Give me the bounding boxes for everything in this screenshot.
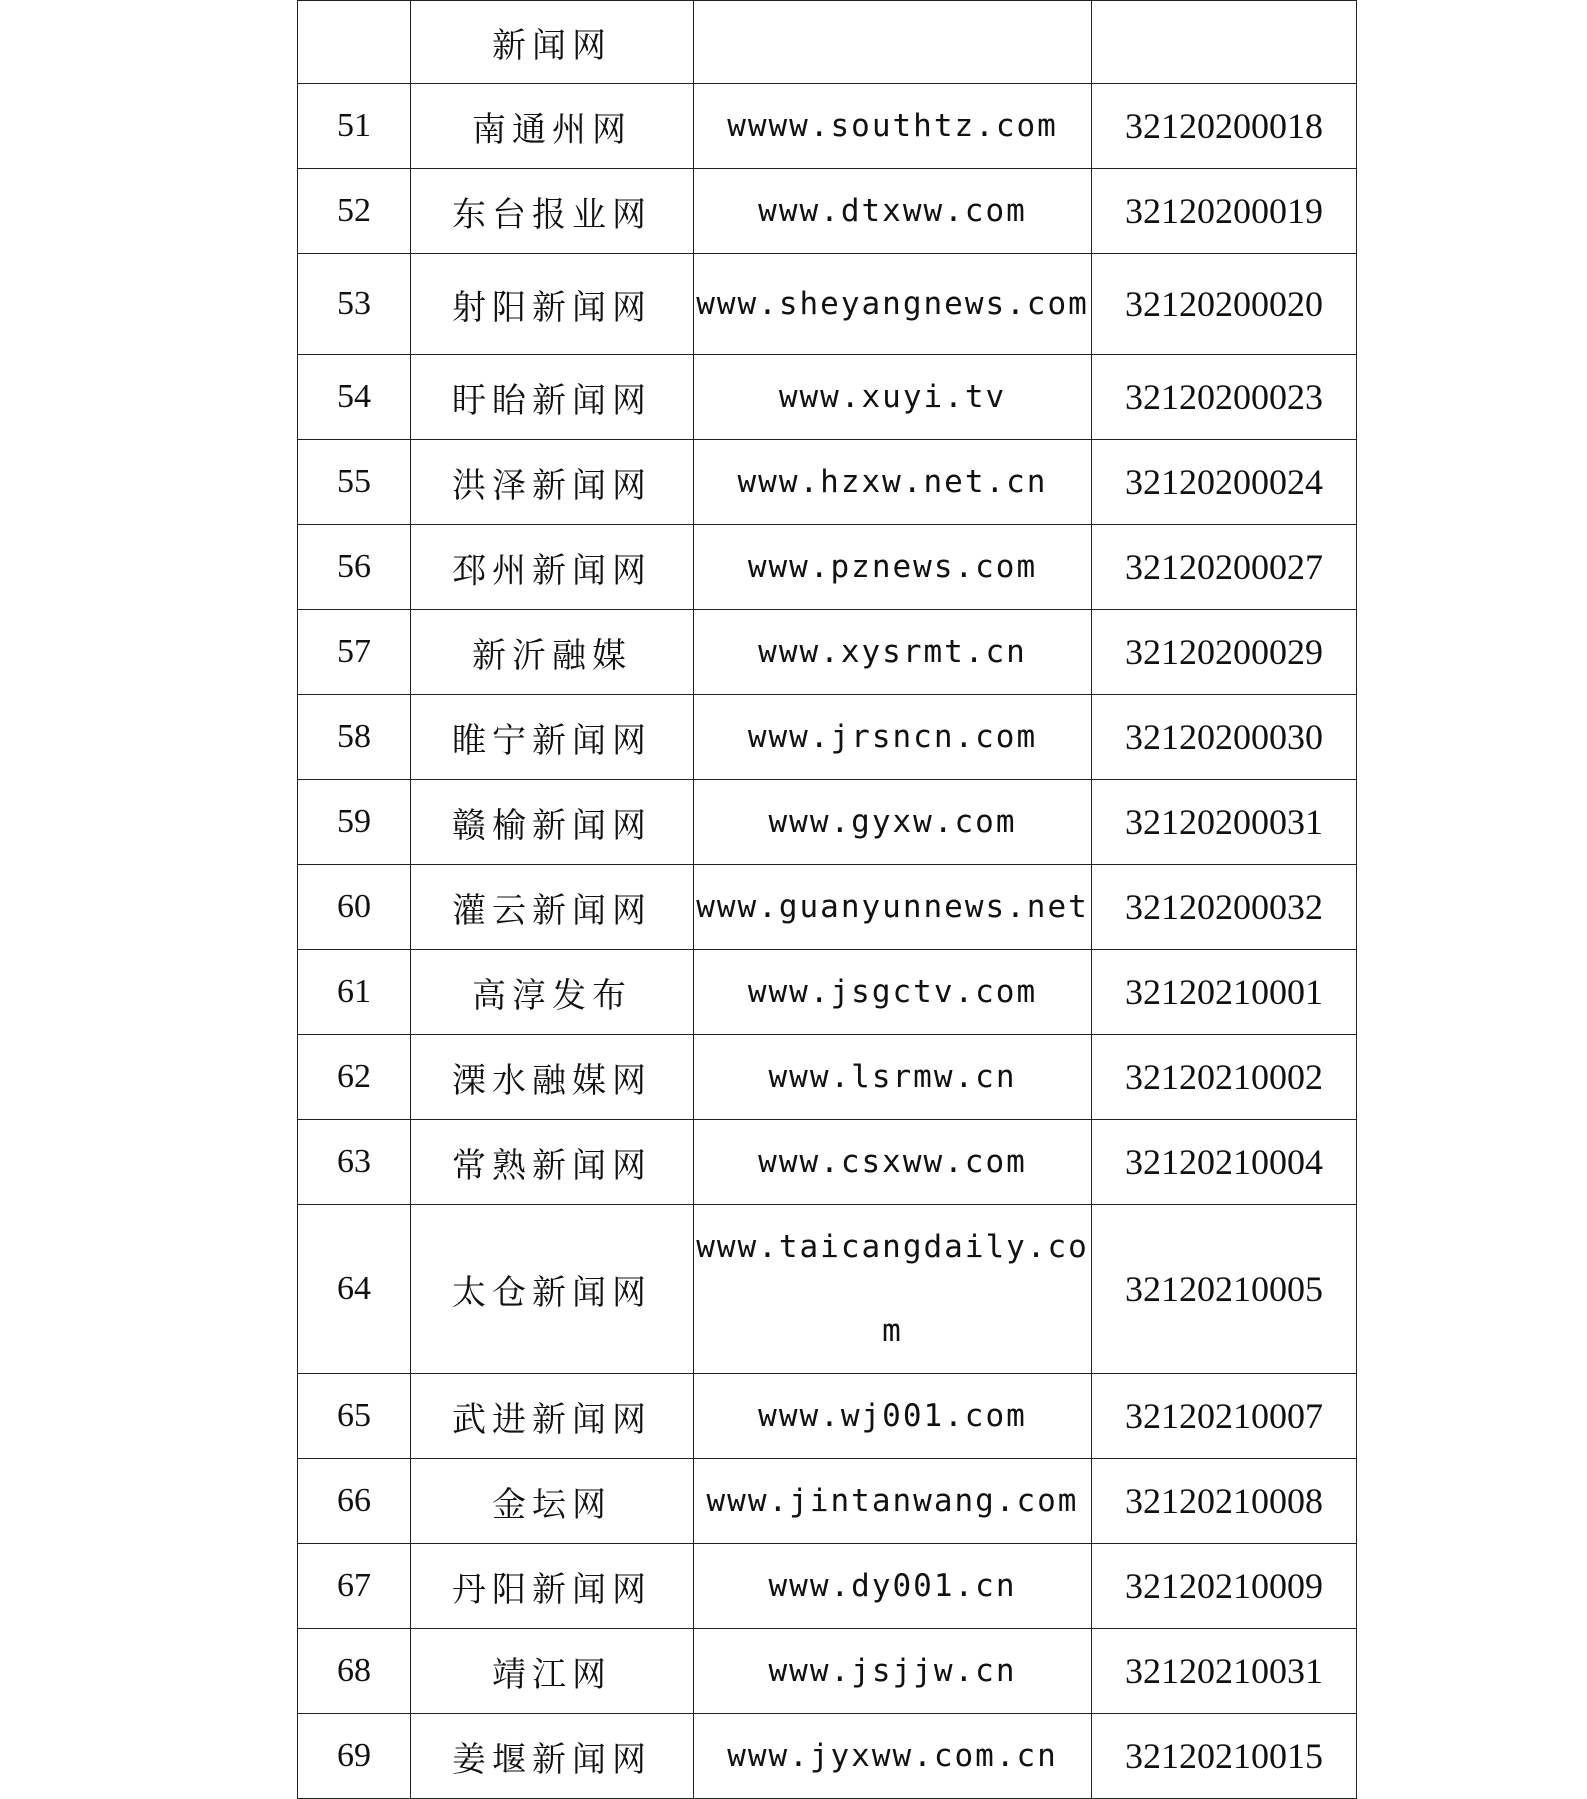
row-number: 62	[298, 1035, 411, 1120]
record-id: 32120210002	[1092, 1035, 1357, 1120]
table-row	[298, 1459, 1357, 1544]
site-name: 丹阳新闻网	[411, 1544, 694, 1629]
record-id: 32120210009	[1092, 1544, 1357, 1629]
site-url: www.csxww.com	[694, 1120, 1092, 1205]
table-row	[298, 84, 1357, 169]
site-url: www.dtxww.com	[694, 169, 1092, 254]
record-id: 32120200031	[1092, 780, 1357, 865]
site-url: www.sheyangnews.com	[694, 254, 1092, 355]
row-number: 66	[298, 1459, 411, 1544]
site-name: 赣榆新闻网	[411, 780, 694, 865]
table-row	[298, 1205, 1357, 1374]
site-url: www.xysrmt.cn	[694, 610, 1092, 695]
record-id: 32120210008	[1092, 1459, 1357, 1544]
table-row	[298, 525, 1357, 610]
table-row	[298, 1629, 1357, 1714]
site-url: www.guanyunnews.net	[694, 865, 1092, 950]
site-name: 新闻网	[411, 1, 694, 84]
row-number: 65	[298, 1374, 411, 1459]
row-number: 54	[298, 355, 411, 440]
row-number: 67	[298, 1544, 411, 1629]
news-site-table	[297, 0, 1357, 1799]
site-name: 常熟新闻网	[411, 1120, 694, 1205]
table-row	[298, 1544, 1357, 1629]
table-row	[298, 254, 1357, 355]
record-id: 32120200032	[1092, 865, 1357, 950]
site-url: www.hzxw.net.cn	[694, 440, 1092, 525]
table-row	[298, 1374, 1357, 1459]
site-url: www.xuyi.tv	[694, 355, 1092, 440]
record-id: 32120200018	[1092, 84, 1357, 169]
site-url	[694, 1, 1092, 84]
table-row	[298, 1714, 1357, 1799]
record-id: 32120210004	[1092, 1120, 1357, 1205]
site-url: www.dy001.cn	[694, 1544, 1092, 1629]
site-url: wwww.southtz.com	[694, 84, 1092, 169]
table-row	[298, 440, 1357, 525]
row-number: 52	[298, 169, 411, 254]
record-id: 32120210007	[1092, 1374, 1357, 1459]
record-id: 32120210001	[1092, 950, 1357, 1035]
site-name: 盱眙新闻网	[411, 355, 694, 440]
record-id: 32120200027	[1092, 525, 1357, 610]
table-row	[298, 1, 1357, 84]
table-row	[298, 1035, 1357, 1120]
site-url: www.taicangdaily.com	[694, 1205, 1092, 1374]
record-id: 32120210005	[1092, 1205, 1357, 1374]
row-number: 51	[298, 84, 411, 169]
record-id: 32120200029	[1092, 610, 1357, 695]
site-name: 金坛网	[411, 1459, 694, 1544]
record-id: 32120200020	[1092, 254, 1357, 355]
site-name: 射阳新闻网	[411, 254, 694, 355]
row-number: 55	[298, 440, 411, 525]
site-name: 灌云新闻网	[411, 865, 694, 950]
site-url: www.gyxw.com	[694, 780, 1092, 865]
site-url: www.wj001.com	[694, 1374, 1092, 1459]
site-name: 南通州网	[411, 84, 694, 169]
table-row	[298, 355, 1357, 440]
table-row	[298, 1120, 1357, 1205]
site-url: www.jintanwang.com	[694, 1459, 1092, 1544]
site-name: 邳州新闻网	[411, 525, 694, 610]
site-name: 高淳发布	[411, 950, 694, 1035]
site-name: 溧水融媒网	[411, 1035, 694, 1120]
table-row	[298, 610, 1357, 695]
site-name: 洪泽新闻网	[411, 440, 694, 525]
record-id	[1092, 1, 1357, 84]
site-url: www.jsgctv.com	[694, 950, 1092, 1035]
table-row	[298, 780, 1357, 865]
site-url: www.lsrmw.cn	[694, 1035, 1092, 1120]
row-number: 58	[298, 695, 411, 780]
site-name: 太仓新闻网	[411, 1205, 694, 1374]
site-name: 姜堰新闻网	[411, 1714, 694, 1799]
site-name: 武进新闻网	[411, 1374, 694, 1459]
record-id: 32120200030	[1092, 695, 1357, 780]
row-number: 64	[298, 1205, 411, 1374]
record-id: 32120200019	[1092, 169, 1357, 254]
row-number: 60	[298, 865, 411, 950]
row-number: 61	[298, 950, 411, 1035]
site-name: 睢宁新闻网	[411, 695, 694, 780]
site-name: 靖江网	[411, 1629, 694, 1714]
row-number: 57	[298, 610, 411, 695]
table-row	[298, 950, 1357, 1035]
record-id: 32120210031	[1092, 1629, 1357, 1714]
site-url: www.jyxww.com.cn	[694, 1714, 1092, 1799]
row-number: 69	[298, 1714, 411, 1799]
row-number: 53	[298, 254, 411, 355]
row-number	[298, 1, 411, 84]
site-url: www.jsjjw.cn	[694, 1629, 1092, 1714]
site-url: www.jrsncn.com	[694, 695, 1092, 780]
row-number: 63	[298, 1120, 411, 1205]
row-number: 56	[298, 525, 411, 610]
site-name: 新沂融媒	[411, 610, 694, 695]
row-number: 68	[298, 1629, 411, 1714]
record-id: 32120200024	[1092, 440, 1357, 525]
table-row	[298, 865, 1357, 950]
table-row	[298, 695, 1357, 780]
record-id: 32120200023	[1092, 355, 1357, 440]
site-name: 东台报业网	[411, 169, 694, 254]
table-row	[298, 169, 1357, 254]
site-url: www.pznews.com	[694, 525, 1092, 610]
record-id: 32120210015	[1092, 1714, 1357, 1799]
row-number: 59	[298, 780, 411, 865]
